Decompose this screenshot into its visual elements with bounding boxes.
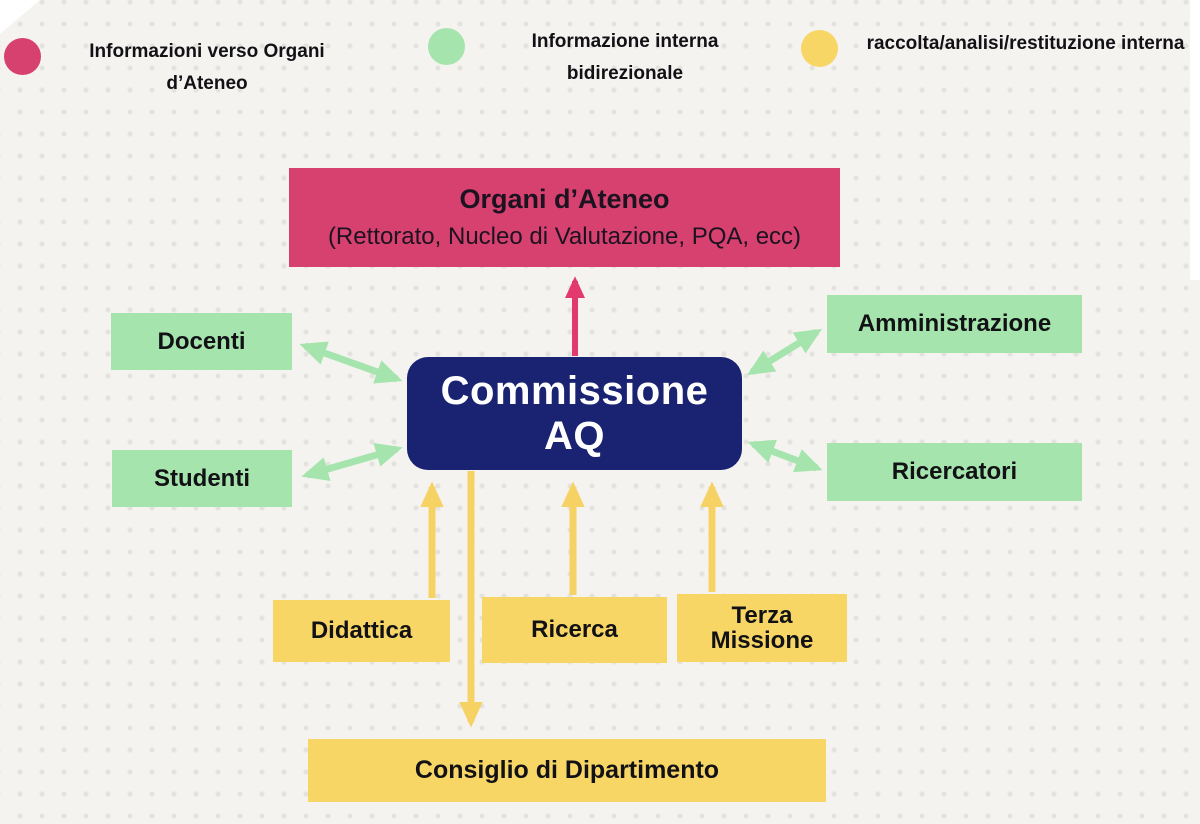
legend-label-green: Informazione interna bidirezionale [531, 31, 719, 84]
node-organi-ateneo [289, 168, 840, 267]
node-studenti: Studenti [112, 450, 292, 507]
node-ricercatori: Ricercatori [827, 443, 1082, 501]
arrow-commissione-ricercatori [753, 444, 817, 468]
legend-label-yellow: raccolta/analisi/restituzione interna [866, 33, 1185, 54]
arrow-commissione-amministrazione [752, 332, 817, 372]
arrow-commissione-docenti [305, 346, 397, 379]
commissione-label-line2: AQ [544, 413, 605, 458]
node-ricerca: Ricerca [482, 597, 667, 663]
arrow-commissione-studenti [307, 449, 397, 475]
node-amministrazione: Amministrazione [827, 295, 1082, 353]
node-terza-missione: Terza Missione [677, 594, 847, 662]
node-didattica: Didattica [273, 600, 450, 662]
organi-title: Organi d’Ateneo [459, 184, 670, 215]
commissione-label-line1: Commissione [440, 368, 709, 413]
node-commissione-aq [407, 357, 742, 470]
node-docenti: Docenti [111, 313, 292, 370]
organi-subtitle: (Rettorato, Nucleo di Valutazione, PQA, ecc) [327, 223, 802, 251]
node-consiglio-dipartimento: Consiglio di Dipartimento [308, 739, 826, 802]
legend-label-pink: Informazioni verso Organi d’Ateneo [89, 41, 325, 94]
